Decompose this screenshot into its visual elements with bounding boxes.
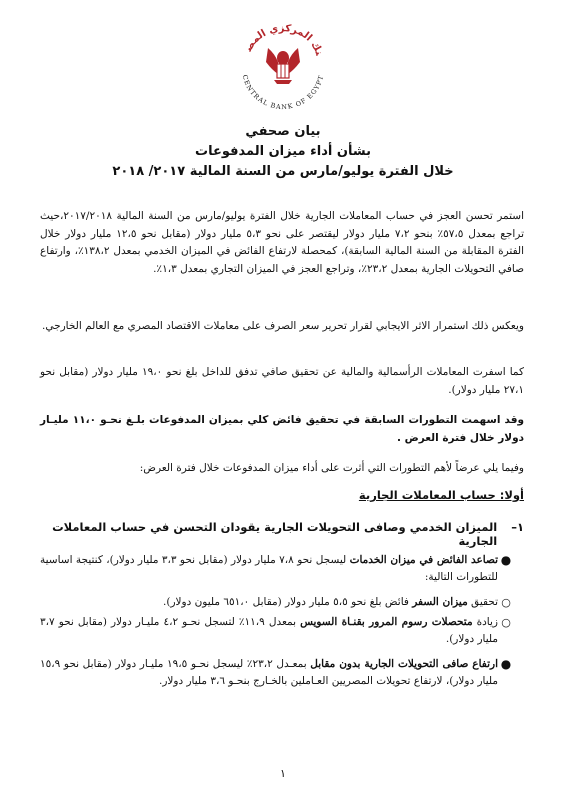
subbullet-travel: [40, 594, 514, 611]
eagle-emblem: [266, 48, 300, 84]
paragraph-exchange-rate: ويعكس ذلك استمرار الاثر الايجابي لقرار تحرير سعر الصرف على معاملات الاقتصاد المصري مع العالم الخارجي.: [42, 320, 524, 332]
subbullet-text: بمعدل ١١،٩٪ لتسجل نحـو ٤،٢ مليـار دولار (مقابل نحو ٣،٧ مليار دولار).: [40, 616, 498, 645]
circle-bullet-icon: ○: [501, 616, 511, 629]
paragraph-intro-developments: وفيما يلي عرضاً لأهم التطورات التي أثرت على أداء ميزان المدفوعات خلال فترة العرض:: [139, 462, 524, 474]
paragraph-overall-surplus: وقد اسهمت التطورات السابقة في تحقيق فائض كلي بميزان المدفوعات بلـغ نحـو ١١،٠ مليـار دولار خلال فترة العرض .: [40, 414, 525, 444]
item-title: الميزان الخدمي وصافى التحويلات الجارية يقودان التحسن في حساب المعاملات الجارية: [52, 520, 498, 548]
heading-subtitle: بشأن أداء ميزان المدفوعات: [195, 144, 371, 159]
subbullet-suez-canal: [40, 614, 514, 648]
circle-bullet-icon: ○: [501, 596, 511, 609]
bullet-bold-text: ارتفاع صافى التحويلات الجارية بدون مقابل: [310, 658, 498, 670]
bullet-current-transfers: [40, 656, 514, 690]
bullet-text: ليسجل نحو ٧،٨ مليار دولار (مقابل نحو ٣،٣ مليار دولار)، كنتيجة اساسية للتطورات التالية:: [40, 554, 498, 583]
bullet-bold-text: تصاعد الفائض في ميزان الخدمات: [349, 554, 498, 566]
heading-title: بيان صحفي: [245, 124, 321, 139]
subbullet-bold-text: ميزان السفر: [412, 596, 468, 608]
logo-english-text: CENTRAL BANK OF EGYPT: [240, 73, 326, 110]
paragraph-current-account: استمر تحسن العجز في حساب المعاملات الجارية خلال الفترة يوليو/مارس من السنة المالية ٢٠١٧/٢٠١٨،حيث تراجع بمعدل ٥٧،٥٪ بنحو ٧،٢ مليار دولار ليقتصر على نحو ٥،٣ مليار دولار (مقابل نحو ١٢،٥ مليار دولار خلال الفترة المقابلة من السنة المالية السابقة)، كمحصلة لارتفاع الفائض في الميزان الخدمي بمعدل ١٣٨،٢٪، وارتفاع صافي التحويلات الجارية بمعدل ٢٣،٢٪، وتراجع العجز في الميزان التجاري بمعدل ١،٣٪.: [40, 210, 525, 275]
page-number: ١: [280, 767, 286, 780]
subbullet-text: فائض بلغ نحو ٥،٥ مليار دولار (مقابل ٦٥١،٠ مليون دولار).: [163, 596, 413, 608]
subbullet-prefix: تحقيق: [467, 596, 498, 608]
subbullet-bold-text: متحصلات رسوم المرور بقنـاة السويس: [300, 616, 473, 628]
press-release-headings: [0, 122, 566, 182]
central-bank-logo: [228, 18, 338, 110]
item-number: ١–: [511, 520, 524, 534]
heading-period: خلال الفترة يوليو/مارس من السنة المالية ٢٠١٧/ ٢٠١٨: [112, 164, 454, 179]
paragraph-capital-account: كما اسفرت المعاملات الرأسمالية والمالية عن تحقيق صافي تدفق للداخل بلغ نحو ١٩،٠ مليار دولار (مقابل نحو ٢٧،١ مليار دولار).: [40, 366, 524, 396]
bullet-text: بمعـدل ٢٣،٢٪ ليسجل نحـو ١٩،٥ مليـار دولار (مقابل نحو ١٥،٩ مليار دولار)، لارتفاع تحويلات المصريين العـاملين بالخـارج بنحـو ٣،٦ مليار دولار.: [40, 658, 498, 687]
logo-arabic-text: نك المركزي المص: [243, 23, 325, 57]
bullet-dot-icon: ●: [500, 657, 512, 671]
bullet-dot-icon: ●: [500, 553, 512, 567]
subbullet-prefix: زيادة: [472, 616, 498, 628]
section-title-current-account: أولا: حساب المعاملات الجارية: [358, 488, 524, 502]
bullet-services-surplus: [40, 552, 514, 586]
item-services-transfers: [40, 520, 524, 548]
